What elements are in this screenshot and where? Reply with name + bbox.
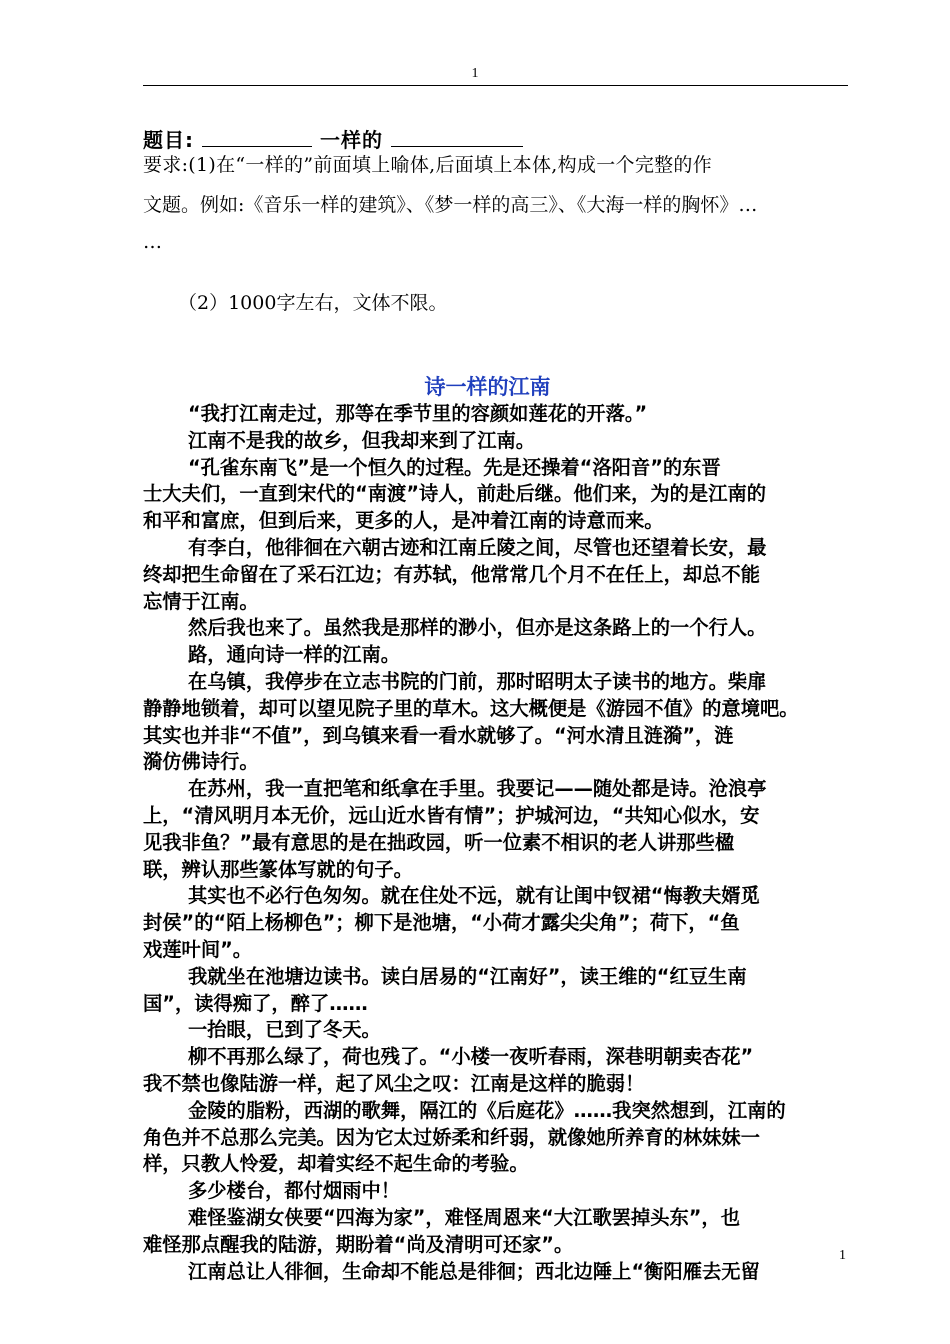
essay-line: 角色并不总那么完美。因为它太过娇柔和纤弱，就像她所养育的林妹妹一 [143, 1125, 760, 1149]
essay-line: 上，“清风明月本无价，远山近水皆有情”；护城河边，“共知心似水，安 [143, 804, 760, 827]
essay-line: 见我非鱼？”最有意思的是在拙政园，听一位素不相识的老人讲那些楹 [143, 830, 735, 854]
essay-title: 诗一样的江南 [424, 375, 551, 399]
essay-line: 路，通向诗一样的江南。 [188, 643, 401, 667]
footer-page-number: 1 [839, 1248, 846, 1263]
essay-line: 戏莲叶间”。 [143, 938, 253, 961]
essay-line: 金陵的脂粉，西湖的歌舞，隔江的《后庭花》……我突然想到，江南的 [188, 1098, 786, 1122]
essay-line: 江南不是我的故乡，但我却来到了江南。 [188, 428, 536, 452]
essay-line: 士大夫们，一直到宋代的“南渡”诗人，前赴后继。他们来，为的是江南的 [143, 482, 767, 506]
essay-line: 静静地锁着，却可以望见院子里的草木。这大概便是《游园不值》的意境吧。 [143, 696, 799, 720]
essay-line: 难怪鉴湖女侠要“四海为家”，难怪周恩来“大江歌罢掉头东”，也 [188, 1206, 740, 1229]
essay-line: 样，只教人怜爱，却着实经不起生命的考验。 [143, 1152, 529, 1176]
essay-line: 终却把生命留在了采石江边；有苏轼，他常常几个月不在任上，却总不能 [143, 562, 760, 586]
essay-line: 我就坐在池塘边读书。读白居易的“江南好”，读王维的“红豆生南 [188, 964, 747, 988]
topic-middle: 一样的 [320, 128, 383, 152]
header-rule [143, 85, 848, 86]
requirement-line-4: （2）1000字左右，文体不限。 [178, 292, 448, 314]
essay-line: 然后我也来了。虽然我是那样的渺小，但亦是这条路上的一个行人。 [188, 616, 767, 640]
requirement-line-3: … [143, 231, 162, 253]
topic-blank-before [202, 128, 312, 147]
essay-line: 其实也不必行色匆匆。就在住处不远，就有让闺中钗裙“悔教夫婿觅 [188, 884, 760, 908]
essay-line: 忘情于江南。 [143, 589, 259, 613]
essay-line: 多少楼台，都付烟雨中！ [188, 1179, 401, 1203]
essay-line: “孔雀东南飞”是一个恒久的过程。先是还操着“洛阳音”的东晋 [188, 455, 721, 479]
essay-line: 柳不再那么绿了，荷也残了。“小楼一夜听春雨，深巷明朝卖杏花” [188, 1045, 754, 1069]
essay-line: 我不禁也像陆游一样，起了风尘之叹：江南是这样的脆弱！ [143, 1072, 645, 1095]
topic-blank-after [391, 128, 523, 147]
requirement-line-1: 要求:(1)在“一样的”前面填上喻体,后面填上本体,构成一个完整的作 [143, 154, 713, 176]
essay-line: 封侯”的“陌上杨柳色”；柳下是池塘，“小荷才露尖尖角”；荷下，“鱼 [143, 911, 740, 935]
topic-line [143, 124, 523, 153]
essay-line: 在苏州，我一直把笔和纸拿在手里。我要记——随处都是诗。沧浪亭 [188, 777, 767, 801]
essay-line: 一抬眼，已到了冬天。 [188, 1018, 381, 1042]
essay-line: 联，辨认那些篆体写就的句子。 [143, 857, 413, 881]
essay-line: 有李白，他徘徊在六朝古迹和江南丘陵之间，尽管也还望着长安，最 [188, 536, 767, 559]
essay-line: 和平和富庶，但到后来，更多的人，是冲着江南的诗意而来。 [143, 509, 664, 533]
essay-line: 其实也并非“不值”，到乌镇来看一看水就够了。“河水清且涟漪”，涟 [143, 723, 734, 747]
essay-line: 在乌镇，我停步在立志书院的门前，那时昭明太子读书的地方。柴扉 [188, 670, 767, 693]
header-page-number: 1 [471, 66, 479, 81]
essay-line: 漪仿佛诗行。 [143, 750, 259, 774]
essay-line: 江南总让人徘徊，生命却不能总是徘徊；西北边陲上“衡阳雁去无留 [188, 1259, 760, 1283]
essay-line: 难怪那点醒我的陆游，期盼着“尚及清明可还家”。 [143, 1232, 574, 1256]
topic-label: 题目: [143, 128, 194, 152]
requirement-line-2: 文题。例如:《音乐一样的建筑》、《梦一样的高三》、《大海一样的胸怀》… [143, 194, 758, 216]
essay-line: “我打江南走过，那等在季节里的容颜如莲花的开落。” [188, 402, 648, 425]
essay-line: 国”，读得痴了，醉了…… [143, 991, 368, 1015]
